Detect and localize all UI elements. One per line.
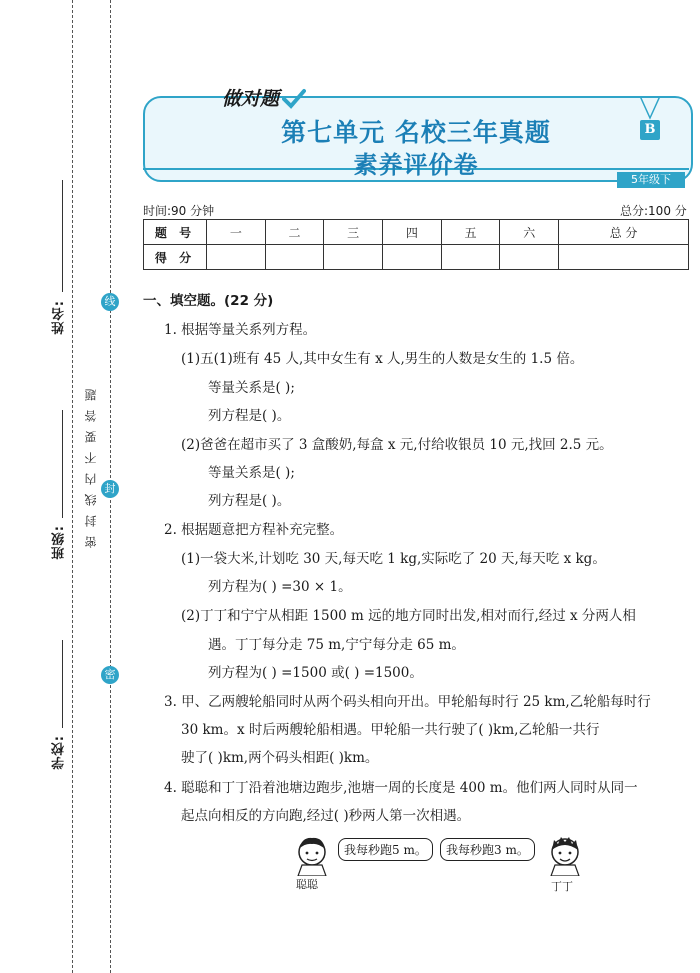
q2-part1-equation[interactable]: 列方程为( ) =30 × 1。 (208, 579, 352, 595)
q3-line3[interactable]: 驶了( )km,两个码头相距( )km。 (181, 750, 379, 766)
speech-bubble-left: 我每秒跑5 m。 (338, 838, 433, 861)
score-cell[interactable] (441, 245, 500, 270)
q3-line1: 3. 甲、乙两艘轮船同时从两个码头相向开出。甲轮船每时行 25 km,乙轮船每时行 (164, 694, 651, 710)
q1-part2: (2)爸爸在超市买了 3 盒酸奶,每盒 x 元,付给收银员 10 元,找回 2.5 元。 (181, 437, 613, 453)
school-label: 学校: (52, 735, 67, 770)
class-label: 班级: (52, 525, 67, 560)
name-field-line[interactable] (62, 180, 63, 292)
boy-dingding-illustration (545, 834, 585, 876)
score-cell[interactable] (324, 245, 383, 270)
score-cell[interactable] (207, 245, 266, 270)
score-header-cell: 六 (500, 220, 559, 245)
section-heading: 一、填空题。(22 分) (143, 293, 274, 309)
grade-badge: 5年级下 (617, 172, 685, 188)
name-dingding: 丁丁 (551, 880, 573, 893)
q4-line2[interactable]: 起点向相反的方向跑,经过( )秒两人第一次相遇。 (181, 808, 471, 824)
q1-part1-equation[interactable]: 列方程是( )。 (208, 408, 291, 424)
name-congcong: 聪聪 (296, 878, 318, 891)
check-icon (282, 88, 306, 110)
boy-congcong-illustration (292, 834, 332, 876)
score-header-cell: 题 号 (144, 220, 207, 245)
q1-part2-equation[interactable]: 列方程是( )。 (208, 493, 291, 509)
q2-stem: 2. 根据题意把方程补充完整。 (164, 522, 344, 538)
class-field-line[interactable] (62, 410, 63, 518)
score-header-cell: 三 (324, 220, 383, 245)
q2-part1: (1)一袋大米,计划吃 30 天,每天吃 1 kg,实际吃了 20 天,每天吃 x kg。 (181, 551, 606, 567)
score-header-cell: 一 (207, 220, 266, 245)
score-table-header-row (144, 220, 689, 245)
speech-bubble-right: 我每秒跑3 m。 (440, 838, 535, 861)
seal-dot-secret: 密 (101, 666, 119, 684)
score-header-cell: 五 (441, 220, 500, 245)
page-title: 第七单元 名校三年真题 (281, 118, 551, 147)
lanyard-icon (638, 96, 662, 122)
seal-note: 密封线内不要答题 (84, 380, 98, 548)
score-header-cell: 二 (265, 220, 324, 245)
exam-time: 时间:90 分钟 (143, 204, 215, 218)
q2-part2: (2)丁丁和宁宁从相距 1500 m 远的地方同时出发,相对而行,经过 x 分两人相 (181, 608, 636, 624)
score-cell[interactable] (559, 245, 689, 270)
score-table (143, 219, 689, 270)
school-field-line[interactable] (62, 640, 63, 728)
score-cell[interactable] (383, 245, 442, 270)
q1-part1: (1)五(1)班有 45 人,其中女生有 x 人,男生的人数是女生的 1.5 倍。 (181, 351, 584, 367)
score-table-score-row (144, 245, 689, 270)
page-subtitle: 素养评价卷 (353, 151, 479, 179)
score-row-label: 得 分 (144, 245, 207, 270)
score-header-cell: 总 分 (559, 220, 689, 245)
q1-stem: 1. 根据等量关系列方程。 (164, 322, 317, 338)
score-cell[interactable] (500, 245, 559, 270)
q2-part2-cont: 遇。丁丁每分走 75 m,宁宁每分走 65 m。 (208, 637, 465, 653)
brand-logo: 做对题 (222, 88, 280, 110)
q3-line2[interactable]: 30 km。x 时后两艘轮船相遇。甲轮船一共行驶了( )km,乙轮船一共行 (181, 722, 600, 738)
name-label: 姓名: (52, 300, 67, 335)
score-header-cell: 四 (383, 220, 442, 245)
q2-part2-equation[interactable]: 列方程为( ) =1500 或( ) =1500。 (208, 665, 423, 681)
exam-total: 总分:100 分 (620, 204, 687, 218)
q1-part2-relation[interactable]: 等量关系是( ); (208, 465, 295, 481)
seal-dot-line: 线 (101, 293, 119, 311)
seal-dot-seal: 封 (101, 480, 119, 498)
q4-line1: 4. 聪聪和丁丁沿着池塘边跑步,池塘一周的长度是 400 m。他们两人同时从同一 (164, 780, 638, 796)
q1-part1-relation[interactable]: 等量关系是( ); (208, 380, 295, 396)
version-badge: B (640, 120, 660, 140)
score-cell[interactable] (265, 245, 324, 270)
